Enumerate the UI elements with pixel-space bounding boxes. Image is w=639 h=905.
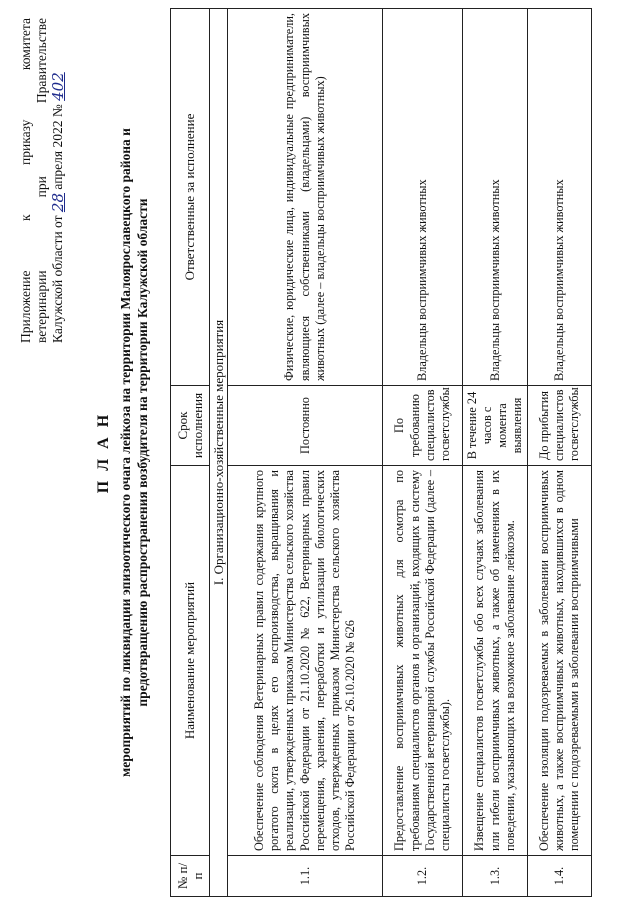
row-number: 1.2.: [383, 856, 463, 897]
header-term: Срок исполнения: [171, 386, 210, 466]
appendix-date-mid: апреля 2022 №: [50, 104, 65, 190]
row-term: До прибытия специалистов госветслужбы: [528, 386, 592, 466]
row-responsible: Владельцы восприимчивых животных: [463, 9, 528, 386]
appendix-line-2: [34, 18, 50, 343]
row-measure: Обеспечение соблюдения Ветеринарных правил содержания крупного рогатого скота в целях его воспроизводства, выращивания и реализации, утвержденных приказом Министерства сельского хозяйства Российской Федерации от 21.10.2020 № 622, Ветеринарных правил перемещения, хранения, переработки и утилизации биологических отходов, утвержденных приказом Министерства сельского хозяйства Российской Федерации от 26.10.2020 № 626: [228, 466, 383, 856]
table-row: [463, 9, 528, 897]
appendix-word: приказу: [18, 119, 33, 165]
appendix-word: ветеринарии: [34, 270, 49, 343]
header-responsible: Ответственные за исполнение: [171, 9, 210, 386]
document-subtitle-line-2: предотвращению распространения возбудителя на территории Калужской области: [135, 198, 150, 707]
row-term: В течение 24 часов с момента выявления: [463, 386, 528, 466]
handwritten-order-number: 402: [49, 72, 67, 101]
table-header-row: [171, 9, 210, 897]
header-num: № п/п: [171, 856, 210, 897]
row-responsible: Физические, юридические лица, индивидуальные предприниматели, являющиеся собственниками (владельцами) восприимчивых животных (далее – владельцы восприимчивых животных): [228, 9, 383, 386]
table-row: [383, 9, 463, 897]
document-title: П Л А Н: [95, 411, 112, 494]
title-block: [95, 30, 151, 875]
row-measure: Извещение специалистов госветслужбы обо всех случаях заболевания или гибели восприимчивых животных, а также об изменениях в их поведении, указывающих на возможное заболевание лейкозом.: [463, 466, 528, 856]
row-measure: Предоставление восприимчивых животных для осмотра по требованиям специалистов органов и организаций, входящих в систему Государственной ветеринарной службы Российской Федерации (далее – специалисты госветслужбы).: [383, 466, 463, 856]
appendix-word: Правительстве: [34, 18, 49, 104]
appendix-note: [18, 18, 66, 343]
row-measure: Обеспечение изоляции подозреваемых в заболевании восприимчивых животных, а также восприимчивых животных, находившихся в одном помещении с подозреваемыми в заболевании восприимчивыми: [528, 466, 592, 856]
appendix-line-3: [50, 18, 66, 343]
appendix-word: комитета: [18, 18, 33, 71]
table-row: [228, 9, 383, 897]
header-measure: Наименование мероприятий: [171, 466, 210, 856]
row-responsible: Владельцы восприимчивых животных: [383, 9, 463, 386]
plan-table: [170, 8, 592, 897]
row-responsible: Владельцы восприимчивых животных: [528, 9, 592, 386]
row-term: Постоянно: [228, 386, 383, 466]
appendix-word: Приложение: [18, 270, 33, 343]
handwritten-day: 28: [49, 193, 67, 213]
section-row: [210, 9, 228, 897]
section-title: I. Организационно-хозяйственные мероприятия: [210, 9, 228, 897]
row-number: 1.3.: [463, 856, 528, 897]
row-term: По требованию специалистов госветслужбы: [383, 386, 463, 466]
row-number: 1.1.: [228, 856, 383, 897]
appendix-word: при: [34, 176, 49, 198]
document-subtitle-line-1: мероприятий по ликвидации эпизоотического очага лейкоза на территории Малоярославецкого района и: [118, 128, 133, 777]
table-row: [528, 9, 592, 897]
row-number: 1.4.: [528, 856, 592, 897]
appendix-line-1: [18, 18, 34, 343]
appendix-date-prefix: Калужской области от: [50, 215, 65, 343]
appendix-word: к: [18, 214, 33, 222]
